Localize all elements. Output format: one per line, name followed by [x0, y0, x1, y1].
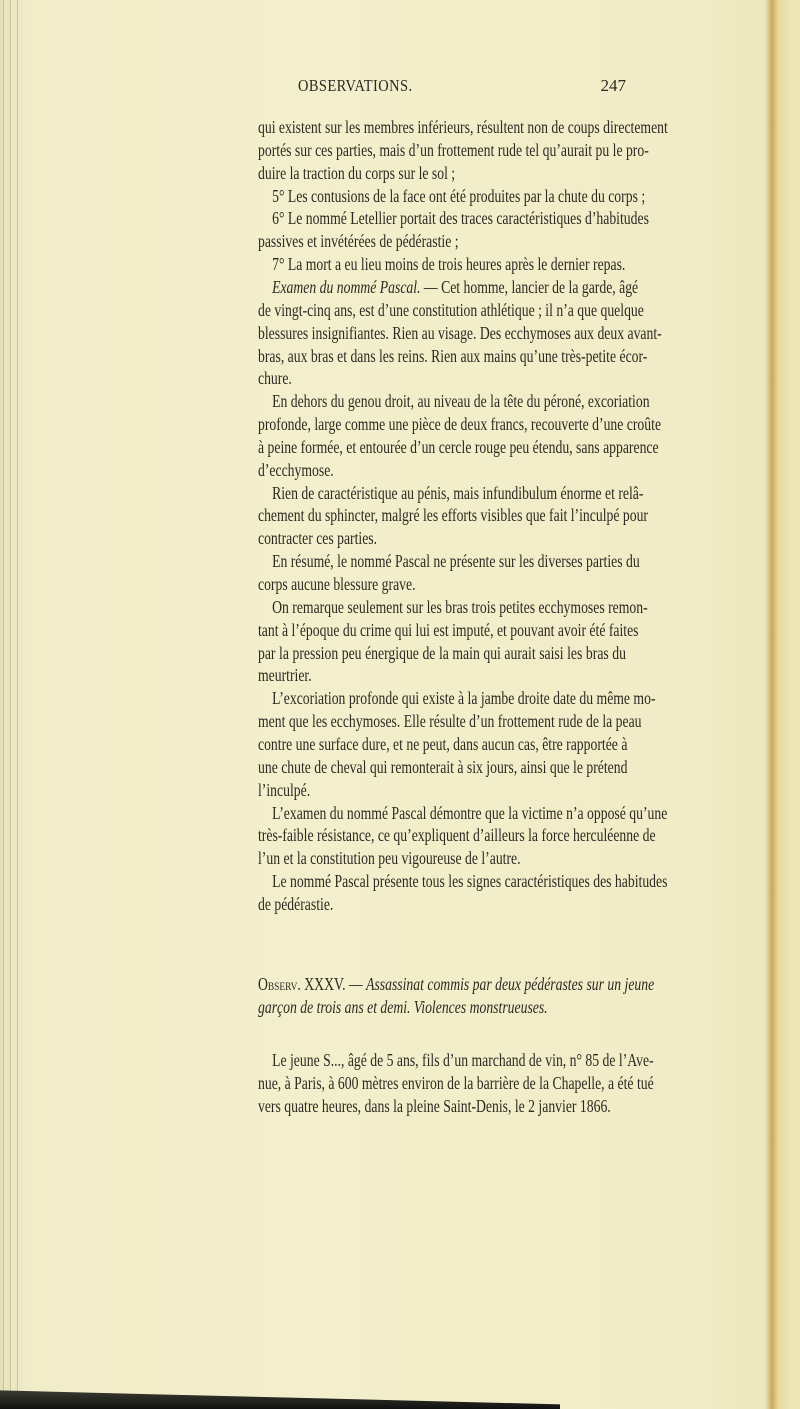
text-line-text: [258, 870, 668, 892]
observation-title: Assassinat commis par deux pédérastes sur un jeune: [366, 974, 655, 994]
line-text: bras, aux bras et dans les reins. Rien aux mains qu’une très-petite écor-: [258, 345, 648, 366]
line-text: chement du sphincter, malgré les efforts visibles que fait l’inculpé pour: [258, 505, 648, 526]
text-line-text: [258, 664, 626, 686]
text-line: [258, 824, 728, 846]
observation-heading-line: [258, 996, 728, 1018]
text-line: [258, 413, 728, 435]
text-line: [258, 687, 728, 709]
line-text: chure.: [258, 368, 292, 389]
text-line-text: [258, 1049, 654, 1071]
observation-title: garçon de trois ans et demi. Violences monstrueuses.: [258, 996, 548, 1017]
text-line: [258, 185, 728, 207]
text-line-text: [258, 345, 648, 367]
line-text: 6° Le nommé Letellier portait des traces caractéristiques d’habitudes: [272, 208, 649, 229]
text-line: [258, 504, 728, 526]
text-line: [258, 664, 728, 686]
text-line-text: [258, 550, 640, 572]
text-line: [258, 390, 728, 412]
text-line-text: [258, 185, 646, 207]
text-line-text: [258, 1072, 654, 1094]
line-text: d’ecchymose.: [258, 459, 334, 480]
line-text: duire la traction du corps sur le sol ;: [258, 162, 456, 183]
text-line-text: [258, 207, 649, 229]
text-line: [258, 802, 728, 824]
line-text: profonde, large comme une pièce de deux francs, recouverte d’une croûte: [258, 414, 662, 435]
text-line: [258, 870, 728, 892]
line-text: de pédérastie.: [258, 893, 334, 914]
text-line-text: [258, 687, 656, 709]
line-text: ment que les ecchymoses. Elle résulte d’un frottement rude de la peau: [258, 711, 642, 732]
text-line-text: [258, 482, 644, 504]
line-text: l’un et la constitution peu vigoureuse de l’autre.: [258, 848, 521, 869]
line-text: vers quatre heures, dans la pleine Saint-Denis, le 2 janvier 1866.: [258, 1095, 611, 1116]
observation-label: Observ. XXXV.: [258, 974, 346, 994]
text-line-text: [258, 779, 626, 801]
line-text: En résumé, le nommé Pascal ne présente sur les diverses parties du: [272, 551, 640, 572]
text-line: [258, 893, 728, 915]
line-text: blessures insignifiantes. Rien au visage. Des ecchymoses aux deux avant-: [258, 322, 662, 343]
text-line: [258, 116, 728, 138]
text-line: [258, 322, 728, 344]
text-line-text: [258, 710, 642, 732]
text-line: [258, 345, 728, 367]
line-text: à peine formée, et entourée d’un cercle rouge peu étendu, sans apparence: [258, 436, 659, 457]
line-text: très-faible résistance, ce qu’expliquent d’ailleurs la force herculéenne de: [258, 825, 656, 846]
text-line-text: [258, 139, 649, 161]
text-line: [258, 139, 728, 161]
observation-heading-line-text: [258, 973, 655, 995]
text-line-text: [258, 893, 626, 915]
text-line-text: [258, 802, 668, 824]
line-text: Le jeune S..., âgé de 5 ans, fils d’un marchand de vin, n° 85 de l’Ave-: [272, 1050, 654, 1070]
text-line: [258, 573, 728, 595]
text-line-text: [258, 299, 644, 321]
text-line: [258, 1049, 728, 1071]
text-line-text: [258, 367, 626, 389]
text-line: [258, 596, 728, 618]
text-line: [258, 619, 728, 641]
text-line-text: [258, 733, 626, 755]
section-lead: Examen du nommé Pascal.: [272, 276, 421, 297]
line-text: contracter ces parties.: [258, 528, 378, 549]
text-line-text: [258, 436, 659, 458]
line-text: — Cet homme, lancier de la garde, âgé: [420, 276, 639, 297]
line-text: portés sur ces parties, mais d’un frottement rude tel qu’aurait pu le pro-: [258, 139, 649, 160]
text-line: [258, 550, 728, 572]
text-line: [258, 207, 728, 229]
text-line: [258, 482, 728, 504]
text-line-text: [258, 322, 662, 344]
line-text: Rien de caractéristique au pénis, mais infundibulum énorme et relâ-: [272, 482, 644, 503]
text-line-text: [258, 459, 626, 481]
text-line-text: [258, 230, 626, 252]
line-text: l’inculpé.: [258, 779, 311, 800]
text-line-text: [258, 162, 626, 184]
text-line: [258, 459, 728, 481]
text-line: [258, 527, 728, 549]
line-text: de vingt-cinq ans, est d’une constitution athlétique ; il n’a que quelque: [258, 299, 644, 320]
line-text: tant à l’époque du crime qui lui est imputé, et pouvant avoir été faites: [258, 619, 639, 640]
text-line-text: [258, 573, 626, 595]
text-line: [258, 1072, 728, 1094]
text-line: [258, 299, 728, 321]
text-line: [258, 847, 728, 869]
text-line-text: [258, 824, 656, 846]
text-line-text: [258, 1095, 626, 1117]
text-line: [258, 162, 728, 184]
text-line-text: [258, 116, 668, 138]
text-line-text: [258, 276, 639, 298]
text-line: [258, 710, 728, 732]
text-line: [258, 276, 728, 298]
text-line: [258, 367, 728, 389]
line-text: L’excoriation profonde qui existe à la jambe droite date du même mo-: [272, 688, 656, 709]
observation-heading-line-text: [258, 996, 626, 1018]
line-text: corps aucune blessure grave.: [258, 574, 416, 594]
text-line-text: [258, 596, 648, 618]
line-text: une chute de cheval qui remonterait à six jours, ainsi que le prétend: [258, 756, 628, 777]
text-line-text: [258, 642, 626, 664]
line-text: En dehors du genou droit, au niveau de la tête du péroné, excoriation: [272, 391, 650, 412]
text-line-text: [258, 756, 626, 778]
line-text: Le nommé Pascal présente tous les signes caractéristiques des habitudes: [272, 871, 668, 892]
scan-shadow: [0, 1378, 560, 1409]
text-line: [258, 253, 728, 275]
running-head-title: OBSERVATIONS.: [298, 76, 413, 95]
line-text: L’examen du nommé Pascal démontre que la victime n’a opposé qu’une: [272, 802, 668, 823]
text-line-text: [258, 847, 626, 869]
line-text: nue, à Paris, à 600 mètres environ de la barrière de la Chapelle, a été tué: [258, 1072, 654, 1093]
text-line: [258, 733, 728, 755]
running-head: [258, 76, 626, 98]
text-line-text: [258, 390, 650, 412]
line-text: On remarque seulement sur les bras trois petites ecchymoses remon-: [272, 596, 648, 617]
line-text: par la pression peu énergique de la main qui aurait saisi les bras du: [258, 642, 627, 663]
text-line-text: [258, 527, 626, 549]
page-number: 247: [600, 76, 626, 95]
page-stack-edge: [0, 0, 22, 1409]
text-line: [258, 779, 728, 801]
observation-heading-line: [258, 973, 728, 995]
text-line: [258, 230, 728, 252]
line-text: 7° La mort a eu lieu moins de trois heures après le dernier repas.: [272, 254, 626, 275]
line-text: qui existent sur les membres inférieurs, résultent non de coups directement: [258, 117, 668, 137]
text-line: [258, 756, 728, 778]
line-text: meurtrier.: [258, 665, 312, 686]
line-text: 5° Les contusions de la face ont été produites par la chute du corps ;: [272, 185, 646, 206]
text-line-text: [258, 504, 648, 526]
text-line: [258, 436, 728, 458]
line-text: contre une surface dure, et ne peut, dans aucun cas, être rapportée à: [258, 733, 628, 754]
text-line: [258, 1095, 728, 1117]
text-line-text: [258, 413, 662, 435]
observation-dash: —: [345, 974, 367, 994]
line-text: passives et invétérées de pédérastie ;: [258, 231, 459, 252]
text-line-text: [258, 253, 626, 275]
text-line-text: [258, 619, 639, 641]
text-line: [258, 642, 728, 664]
